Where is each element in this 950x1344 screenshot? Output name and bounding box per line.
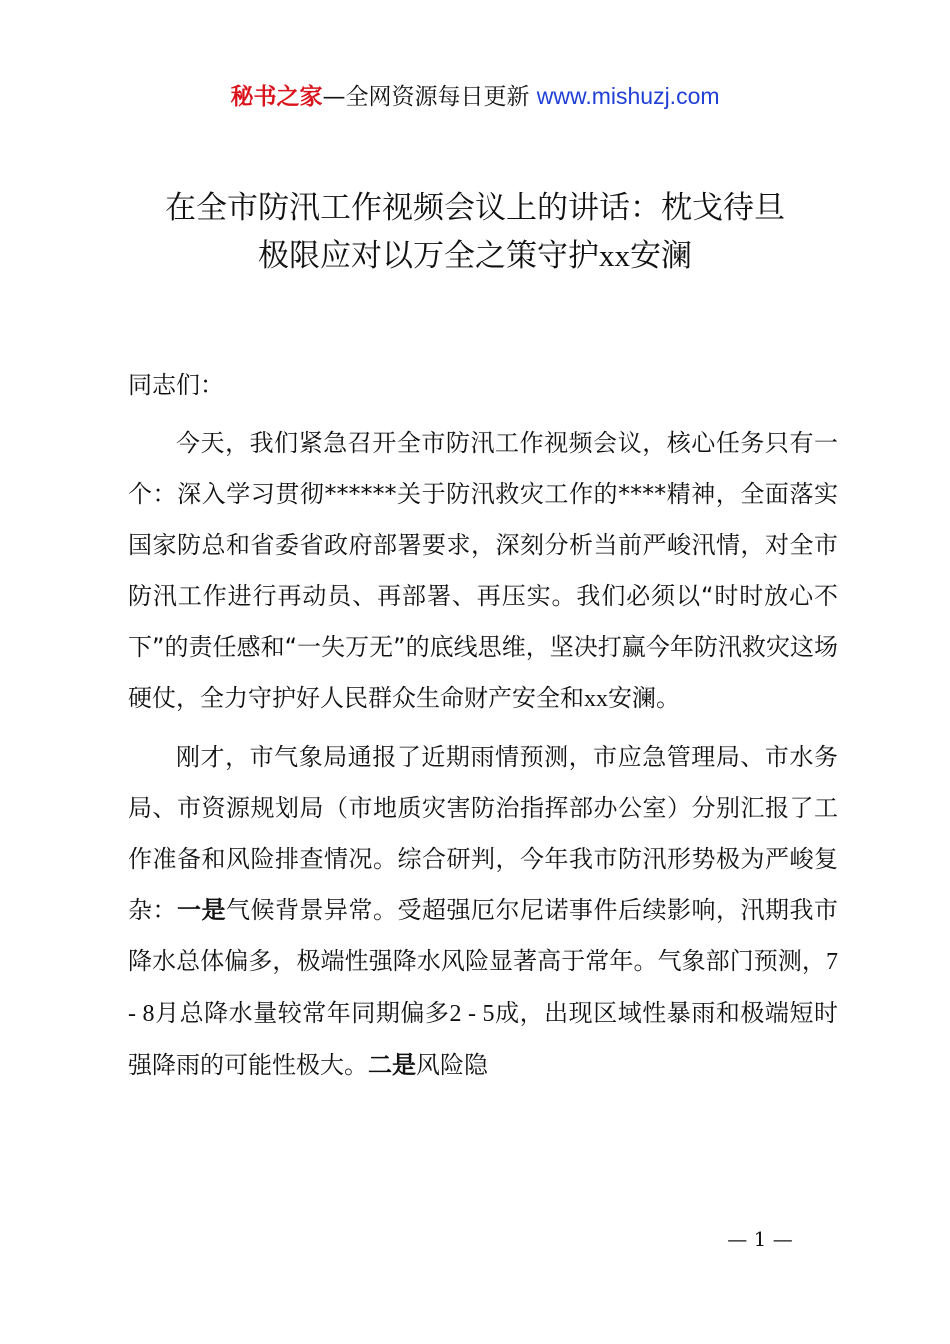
paragraph-2: 刚才，市气象局通报了近期雨情预测，市应急管理局、市水务局、市资源规划局（市地质灾害防治指挥部办公室）分别汇报了工作准备和风险排查情况。综合研判，今年我市防汛形势极为严峻复杂：一是气候背景异常。受超强厄尔尼诺事件后续影响，汛期我市降水总体偏多，极端性强降水风险显著高于常年。气象部门预测，7 - 8月总降水量较常年同期偏多2 - 5成，出现区域性暴雨和极端短时强降雨的可能性极大。二是风险隐: [128, 743, 838, 1079]
title-line-2: 极限应对以万全之策守护xx安澜: [258, 238, 692, 274]
brand-name: 秘书之家: [230, 84, 323, 110]
header-tagline: —全网资源每日更新: [322, 84, 530, 110]
site-url-link[interactable]: www.mishuzj.com: [536, 83, 720, 109]
emphasis-first: 一是: [177, 896, 226, 924]
site-header: [0, 80, 950, 113]
salutation: 同志们：: [128, 371, 224, 399]
paragraph-1: 今天，我们紧急召开全市防汛工作视频会议，核心任务只有一个：深入学习贯彻******关于防汛救灾工作的****精神，全面落实国家防总和省委省政府部署要求，深刻分析当前严峻汛情，对全市防汛工作进行再动员、再部署、再压实。我们必须以“时时放心不下”的责任感和“一失万无”的底线思维，坚决打赢今年防汛救灾这场硬仗，全力守护好人民群众生命财产安全和xx安澜。: [128, 429, 838, 712]
page-number: — 1 —: [727, 1227, 793, 1251]
document-body: [128, 360, 838, 1098]
title-line-1: 在全市防汛工作视频会议上的讲话：枕戈待旦: [165, 190, 785, 226]
emphasis-second: 二是: [368, 1051, 416, 1079]
document-title: [80, 184, 870, 280]
